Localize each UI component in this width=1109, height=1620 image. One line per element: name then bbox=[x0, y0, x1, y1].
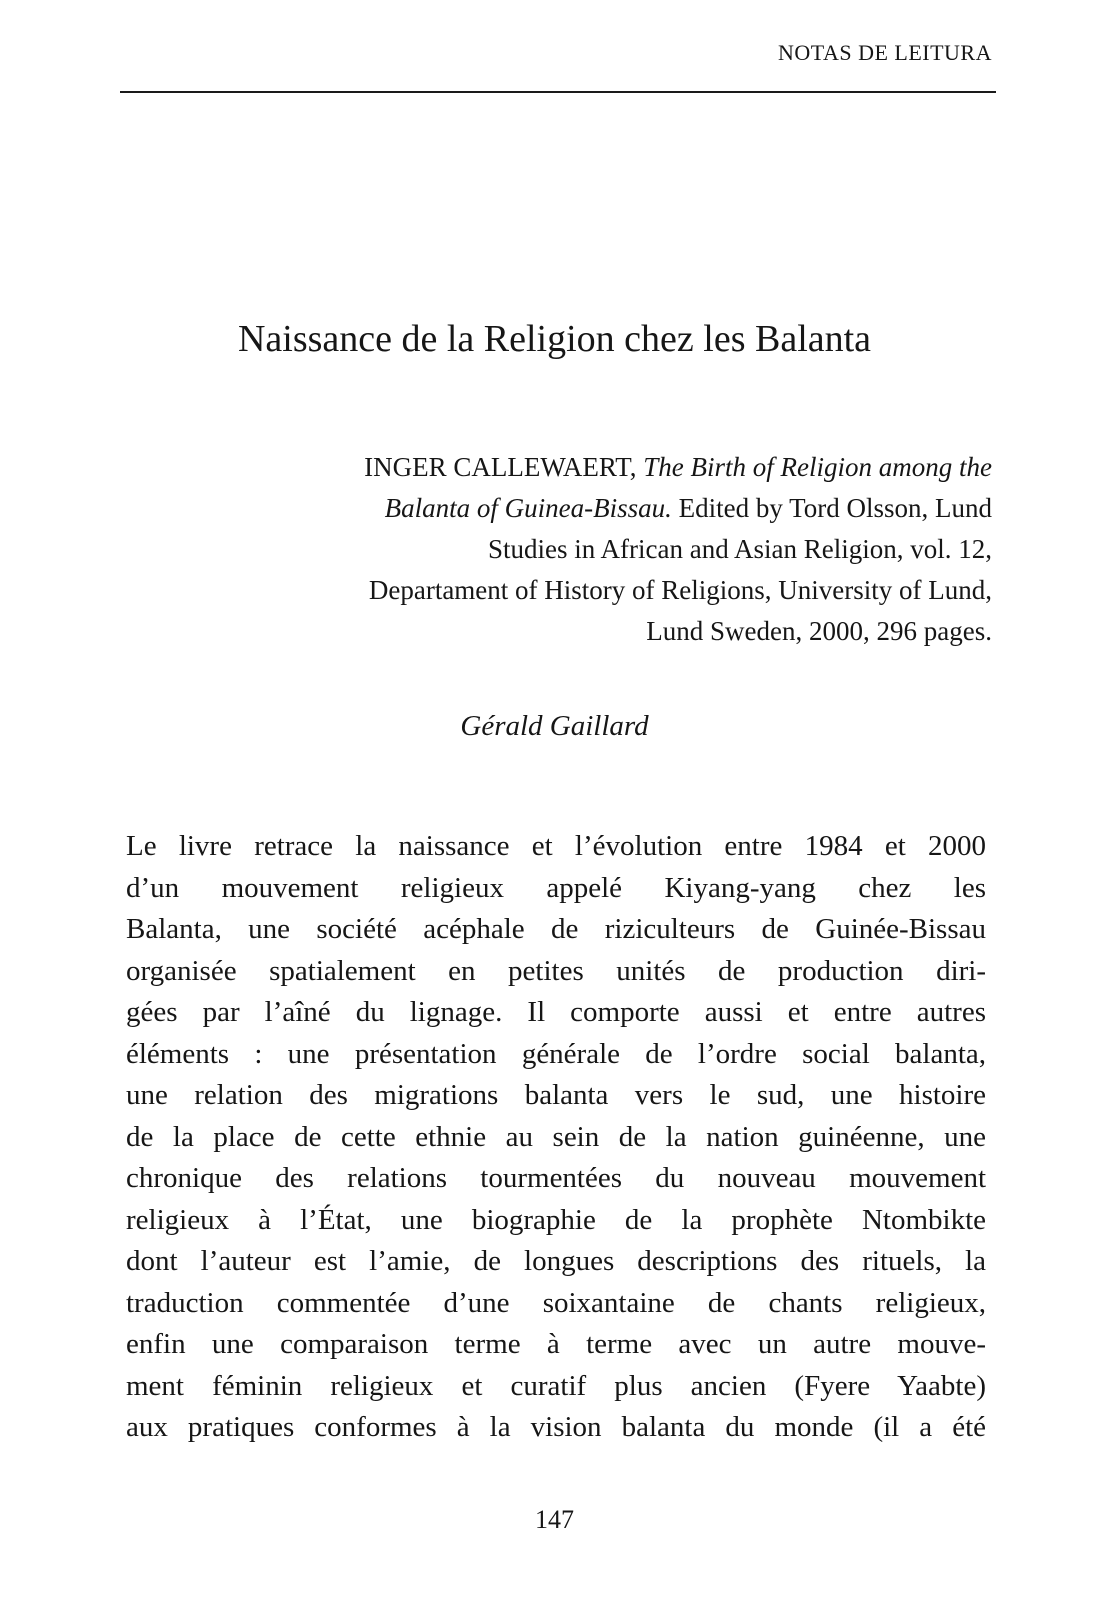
body-line: ment féminin religieux et curatif plus ancien (Fyere Yaabte) bbox=[126, 1369, 986, 1402]
article-title: Naissance de la Religion chez les Balanta bbox=[237, 318, 872, 361]
reference-details-2: Edited by Tord Olsson, Lund bbox=[678, 493, 992, 523]
body-line: traduction commentée d’une soixantaine de chants religieux, bbox=[126, 1286, 986, 1319]
book-reference bbox=[212, 447, 992, 652]
reviewer-name: Gérald Gaillard bbox=[460, 710, 649, 742]
body-line: religieux à l’État, une biographie de la prophète Ntombikte bbox=[126, 1203, 986, 1236]
body-line: d’un mouvement religieux appelé Kiyang-yang chez les bbox=[126, 871, 986, 904]
header-rule bbox=[120, 91, 996, 93]
reference-author: INGER CALLEWAERT, bbox=[364, 452, 637, 482]
reference-line-1 bbox=[212, 447, 992, 488]
body-line: Balanta, une société acéphale de riziculteurs de Guinée-Bissau bbox=[126, 913, 986, 945]
reference-book-title-2: Balanta of Guinea-Bissau. bbox=[384, 493, 672, 523]
body-line: dont l’auteur est l’amie, de longues descriptions des rituels, la bbox=[126, 1245, 986, 1277]
body-line: Le livre retrace la naissance et l’évolution entre 1984 et 2000 bbox=[126, 830, 986, 862]
body-line: de la place de cette ethnie au sein de la nation guinéenne, une bbox=[126, 1120, 986, 1153]
reference-book-title-1: The Birth of Religion among the bbox=[643, 452, 992, 482]
page-number: 147 bbox=[535, 1505, 574, 1534]
body-line: une relation des migrations balanta vers le sud, une histoire bbox=[126, 1079, 986, 1111]
body-text bbox=[126, 826, 986, 1449]
body-line: organisée spatialement en petites unités de production diri- bbox=[126, 954, 986, 987]
body-line: éléments : une présentation générale de l’ordre social balanta, bbox=[126, 1037, 986, 1070]
body-line: aux pratiques conformes à la vision balanta du monde (il a été bbox=[126, 1411, 986, 1443]
reference-line-5: Lund Sweden, 2000, 296 pages. bbox=[646, 616, 992, 646]
body-line: chronique des relations tourmentées du nouveau mouvement bbox=[126, 1162, 986, 1194]
running-head: NOTAS DE LEITURA bbox=[778, 40, 992, 65]
body-line: gées par l’aîné du lignage. Il comporte aussi et entre autres bbox=[126, 996, 986, 1028]
reference-line-2 bbox=[212, 488, 992, 529]
body-line: enfin une comparaison terme à terme avec un autre mouve- bbox=[126, 1328, 986, 1360]
reference-line-3: Studies in African and Asian Religion, vol. 12, bbox=[488, 534, 992, 564]
reference-line-4: Departament of History of Religions, University of Lund, bbox=[368, 575, 992, 605]
